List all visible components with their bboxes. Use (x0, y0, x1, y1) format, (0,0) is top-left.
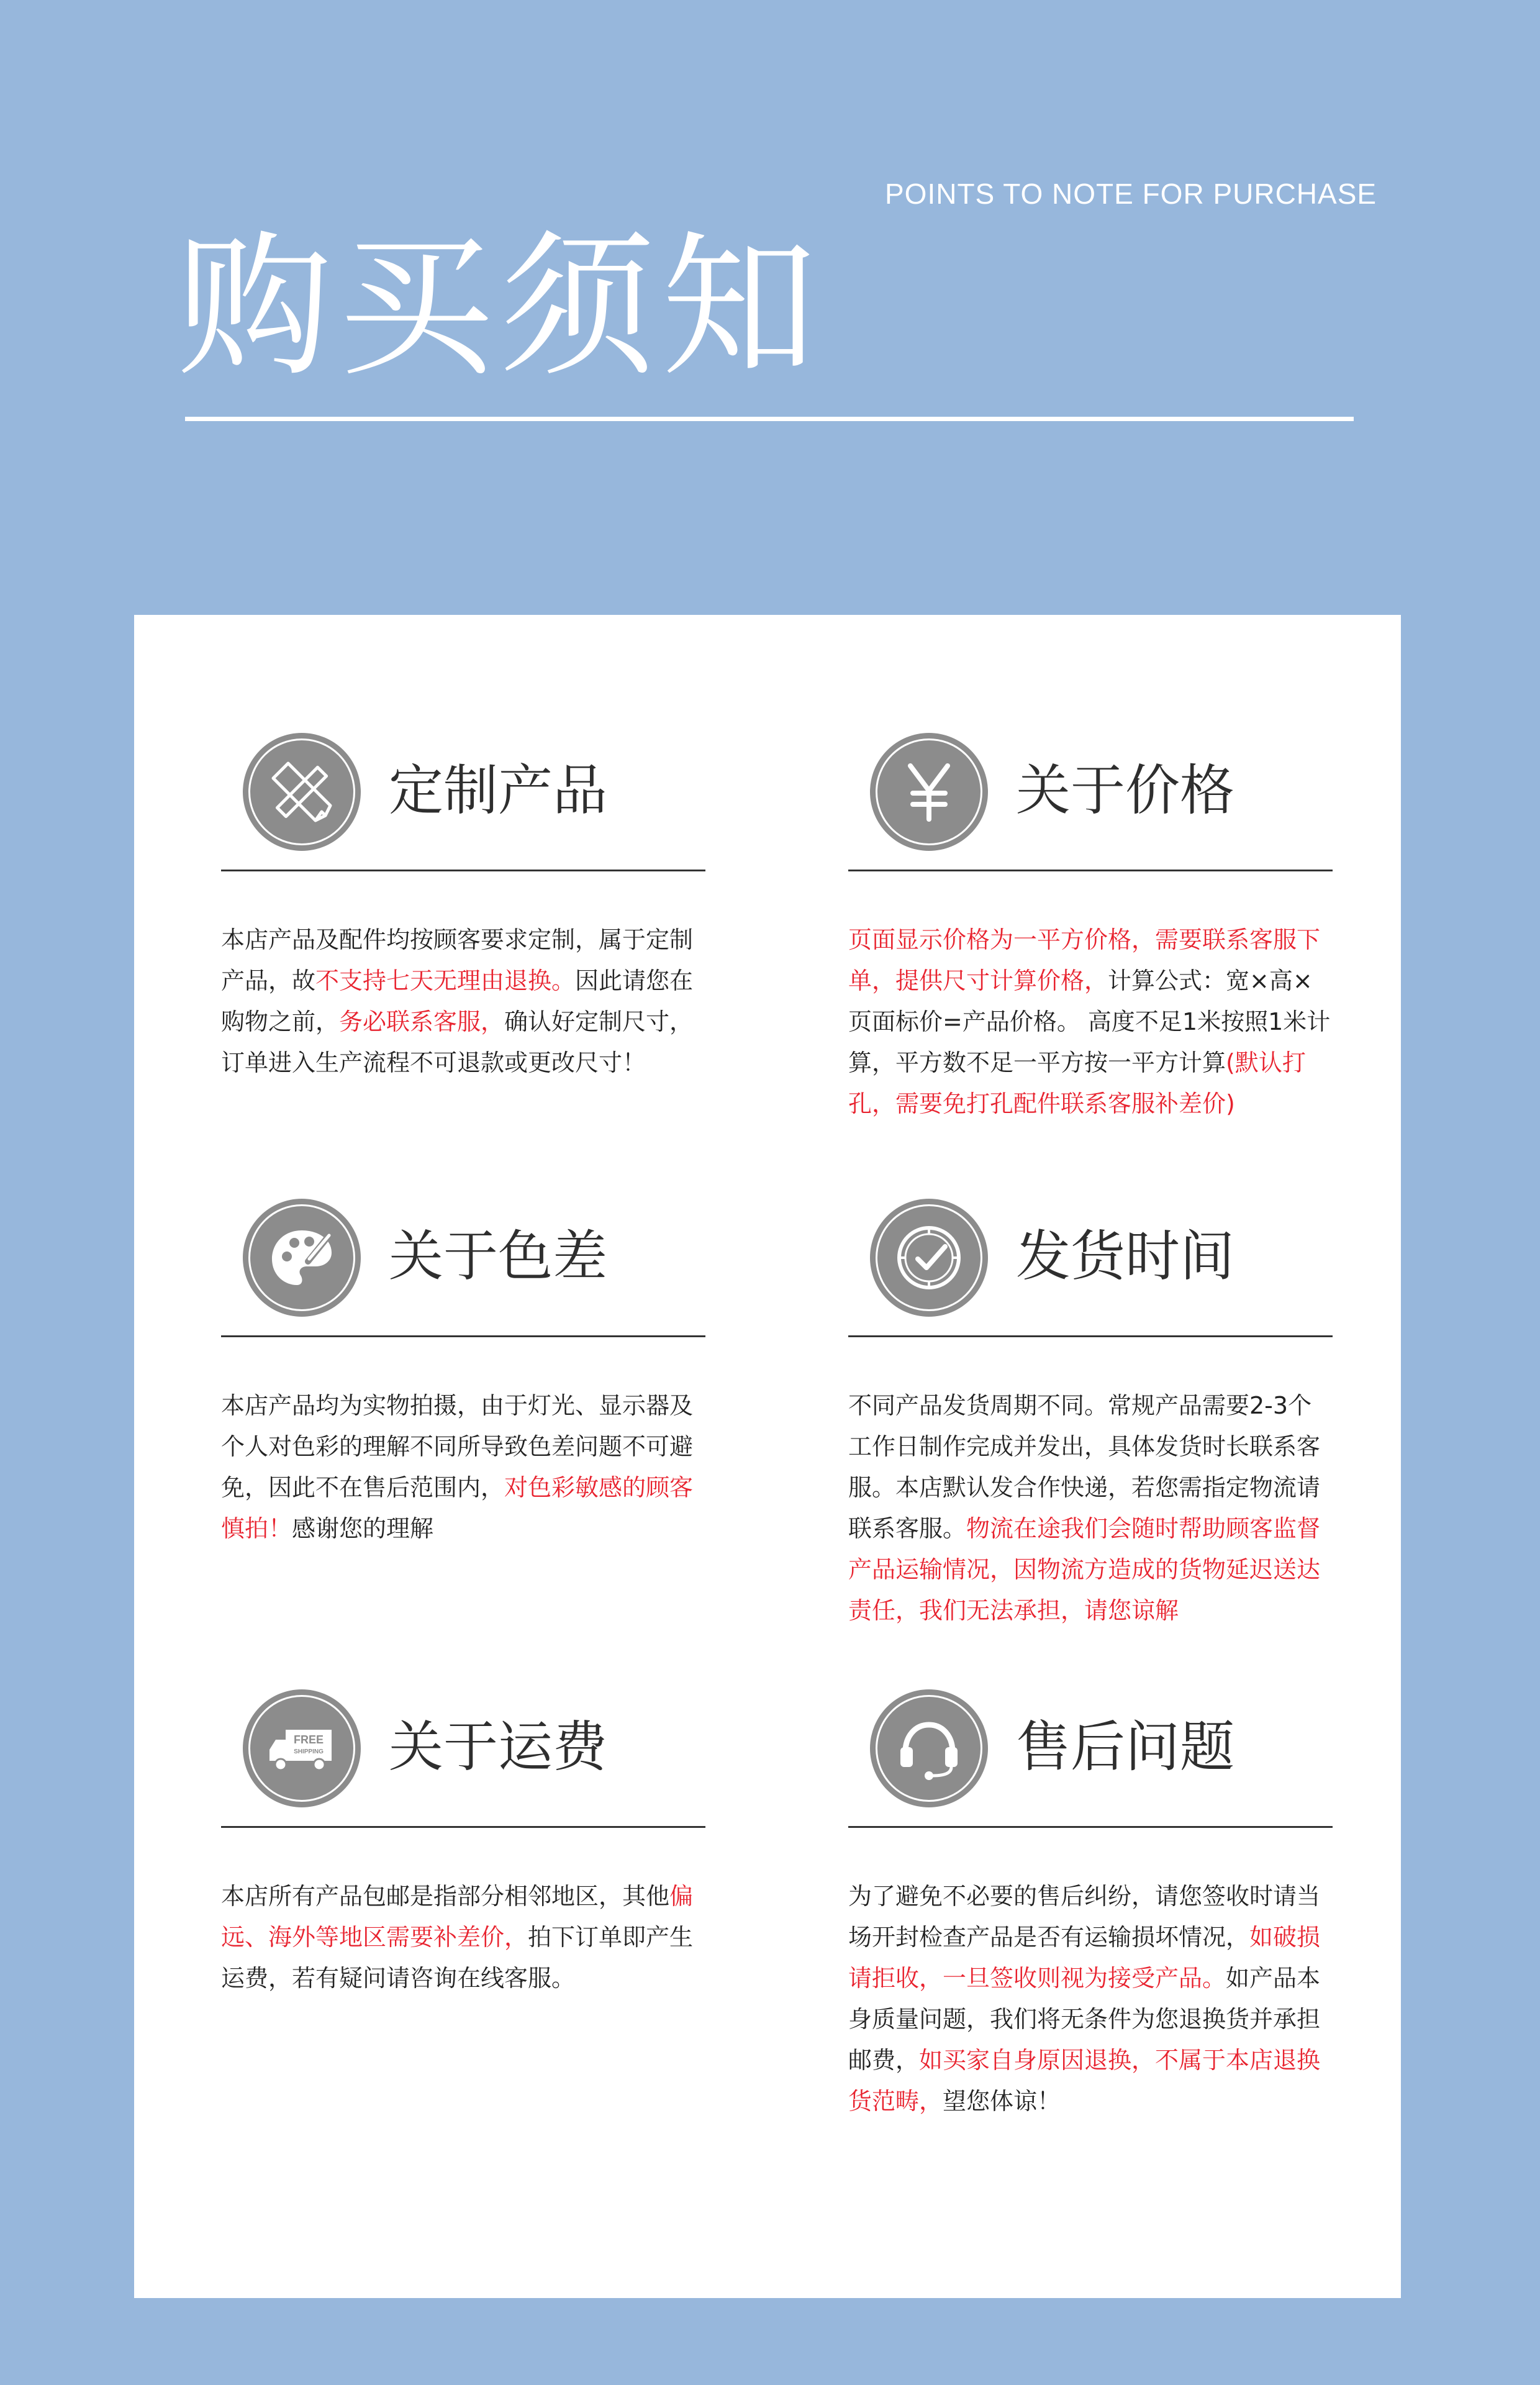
body-text: 因此请您在购物之前， (221, 967, 694, 1035)
body-text: 本店所有产品包邮是指部分相邻地区，其他 (221, 1883, 670, 1910)
body-highlight: (默认打孔，需要免打孔配件联系客服补差价) (848, 1049, 1306, 1117)
body-text: 如产品本身质量问题，我们将无条件为您退换货并承担邮费， (848, 1965, 1321, 2074)
headset-icon (870, 1689, 988, 1807)
section-divider (848, 870, 1333, 871)
section-divider (221, 1335, 705, 1337)
page-title: 购买须知 (177, 217, 823, 398)
body-text: 为了避免不必要的售后纠纷，请您签收时请当场开封检查产品是否有运输损坏情况， (848, 1883, 1321, 1951)
section-title: 定制产品 (389, 758, 608, 822)
section-divider (848, 1826, 1333, 1828)
section-after-sales (848, 1689, 1345, 2115)
section-body (221, 919, 705, 1083)
section-price (848, 733, 1345, 1117)
body-text: 拍下订单即产生运费，若有疑问请咨询在线客服。 (221, 1924, 694, 1992)
body-text: 感谢您的理解 (292, 1515, 434, 1542)
body-text: 望您体谅！ (943, 2087, 1061, 2115)
clock-icon (870, 1199, 988, 1317)
body-highlight: 物流在途我们会随时帮助顾客监督产品运输情况，因物流方造成的货物延迟送达责任，我们无法承担，请您谅解 (848, 1515, 1321, 1624)
section-shipping-time (848, 1199, 1345, 1624)
free-shipping-truck-icon (243, 1689, 361, 1807)
body-highlight: 对色彩敏感的顾客慎拍！ (221, 1474, 694, 1542)
body-highlight: 务必联系客服， (339, 1008, 505, 1035)
body-text: 确认好定制尺寸，订单进入生产流程不可退款或更改尺寸！ (221, 1008, 694, 1076)
section-shipping-fee (221, 1689, 718, 1992)
body-text: 本店产品及配件均按顾客要求定制，属于定制产品，故 (221, 926, 694, 994)
free-label: FREE (293, 1733, 324, 1746)
section-body (221, 1385, 705, 1549)
section-body (848, 919, 1333, 1124)
body-highlight: 不支持七天无理由退换。 (315, 967, 576, 994)
section-divider (221, 1826, 705, 1828)
section-title: 关于色差 (389, 1224, 608, 1288)
section-body (848, 1385, 1333, 1631)
section-title: 关于价格 (1016, 758, 1235, 822)
section-body (221, 1876, 705, 1999)
body-highlight: 如买家自身原因退换，不属于本店退换货范畴， (848, 2047, 1321, 2115)
body-text: 不同产品发货周期不同。常规产品需要2-3个工作日制作完成并发出，具体发货时长联系客服。本店默认发合作快递，若您需指定物流请联系客服。 (848, 1392, 1321, 1542)
section-divider (848, 1335, 1333, 1337)
body-highlight: 偏远、海外等地区需要补差价， (221, 1883, 694, 1951)
body-text: 计算公式：宽×高×页面标价=产品价格。 高度不足1米按照1米计算，平方数不足一平方按一平方计算 (848, 967, 1331, 1076)
section-body (848, 1876, 1333, 2122)
section-color-difference (221, 1199, 718, 1542)
section-title: 关于运费 (389, 1715, 608, 1779)
section-title: 售后问题 (1016, 1715, 1235, 1779)
title-divider (185, 417, 1354, 421)
section-custom-product (221, 733, 718, 1076)
palette-icon (243, 1199, 361, 1317)
body-highlight: 如破损请拒收，一旦签收则视为接受产品。 (848, 1924, 1321, 1992)
shipping-label: SHIPPING (294, 1748, 324, 1755)
pencil-ruler-icon (243, 733, 361, 851)
body-highlight: 页面显示价格为一平方价格，需要联系客服下单，提供尺寸计算价格， (848, 926, 1321, 994)
yen-icon (870, 733, 988, 851)
section-title: 发货时间 (1016, 1224, 1235, 1288)
header-subtitle: POINTS TO NOTE FOR PURCHASE (885, 178, 1377, 210)
section-divider (221, 870, 705, 871)
notice-card (134, 615, 1401, 2298)
body-text: 本店产品均为实物拍摄，由于灯光、显示器及个人对色彩的理解不同所导致色差问题不可避免，因此不在售后范围内， (221, 1392, 694, 1501)
